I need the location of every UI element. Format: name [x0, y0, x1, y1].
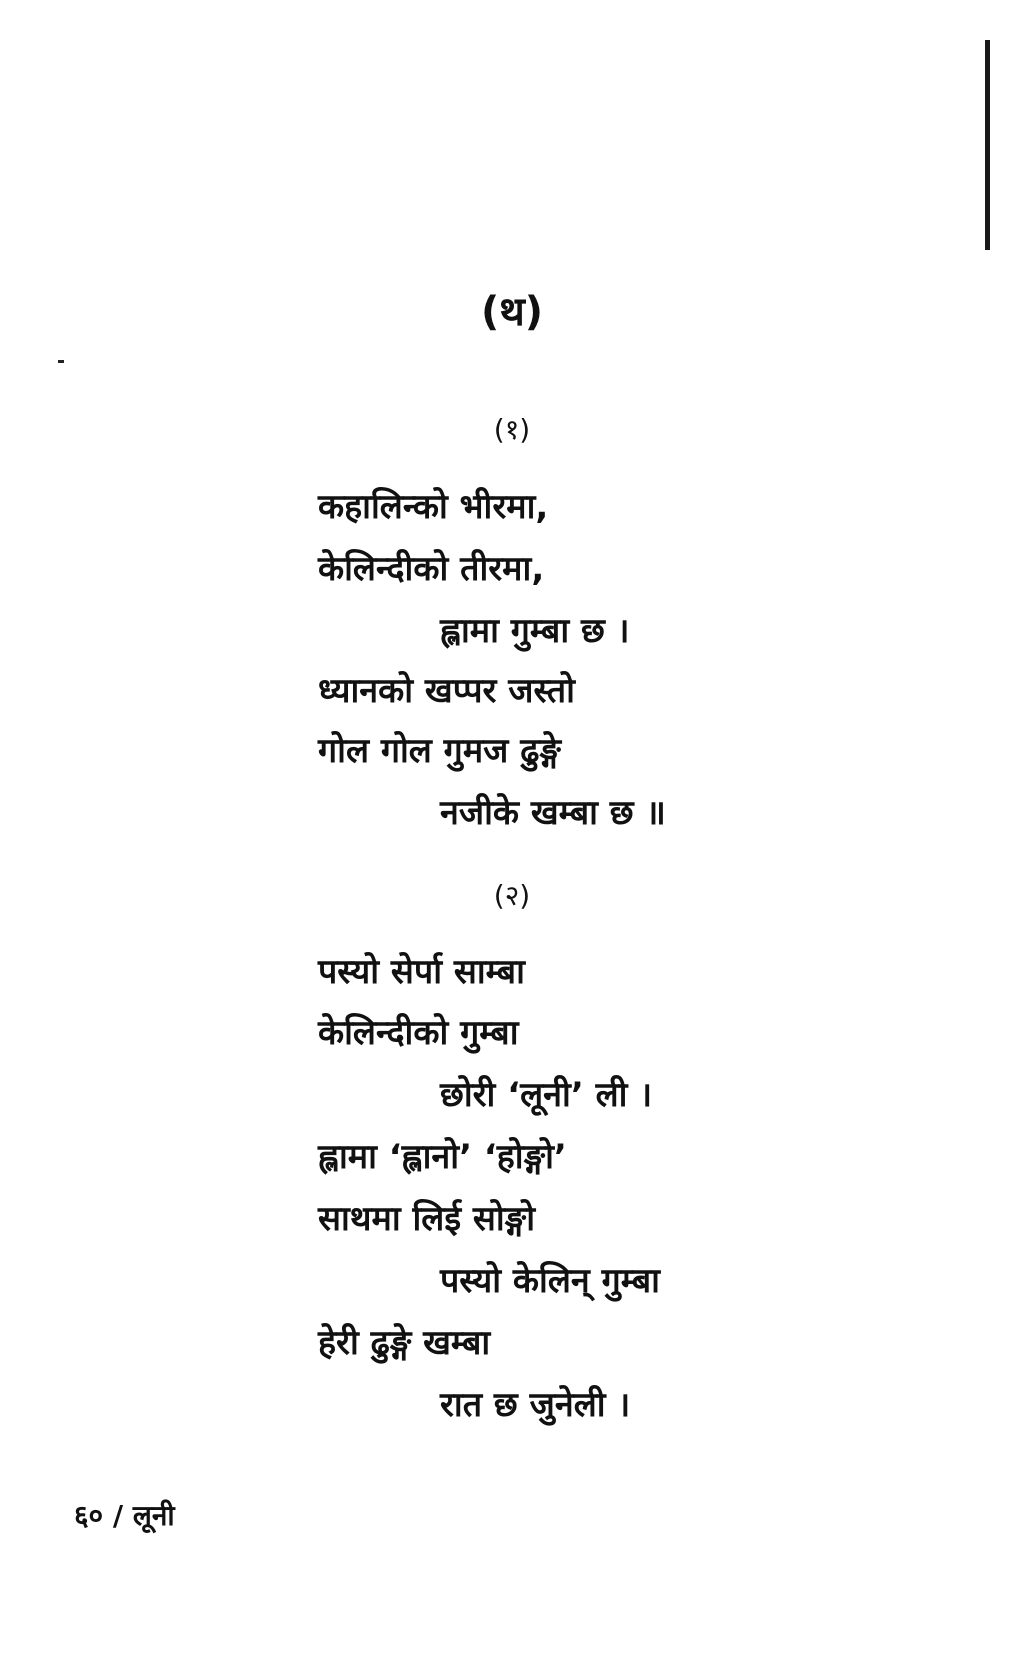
poem-line: साथमा लिई सोङ्गो	[318, 1199, 535, 1239]
poem-line: रात छ जुनेली ।	[440, 1385, 631, 1425]
poem-line: छोरी ‘लूनी’ ली ।	[440, 1075, 653, 1115]
poem-line: ध्यानको खप्पर जस्तो	[318, 671, 575, 711]
poem-line: पस्यो केलिन् गुम्बा	[440, 1261, 660, 1301]
poem-line: नजीके खम्बा छ ॥	[440, 793, 666, 833]
poem-line: हेरी ढुङ्गे खम्बा	[318, 1323, 491, 1363]
chapter-title: (थ)	[480, 289, 544, 335]
stanza-number-1: (१)	[493, 413, 531, 446]
poem-line: गोल गोल गुमज ढुङ्गे	[318, 731, 561, 771]
poem-line: केलिन्दीको तीरमा,	[318, 549, 545, 589]
page-edge-rule	[985, 40, 990, 250]
scan-speck	[58, 360, 64, 363]
stanza-number-2: (२)	[493, 879, 531, 912]
poem-line: ह्लामा ‘ह्लानो’ ‘होङ्गो’	[318, 1137, 567, 1177]
poem-line: पस्यो सेर्पा साम्बा	[318, 952, 525, 992]
page-footer: ६० / लूनी	[74, 1499, 175, 1532]
poem-line: ह्लामा गुम्बा छ ।	[440, 611, 630, 651]
poem-line: केलिन्दीको गुम्बा	[318, 1013, 519, 1053]
poem-line: कहालिन्को भीरमा,	[318, 487, 549, 527]
